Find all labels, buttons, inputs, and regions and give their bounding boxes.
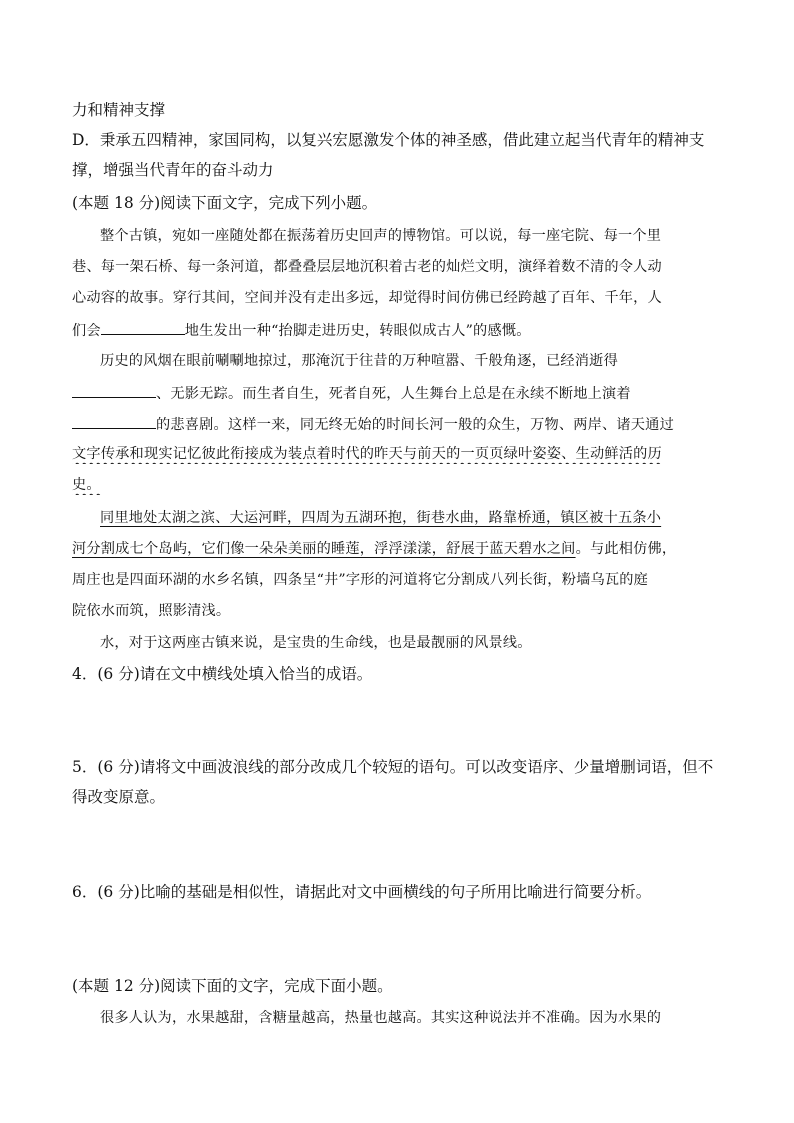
passage-next-line-1: 很多人认为，水果越甜，含糖量越高，热量也越高。其实这种说法并不准确。因为水果的 (100, 1010, 662, 1026)
passage-p1-line-4 (72, 319, 722, 341)
passage-text: 们会 (72, 323, 101, 339)
question-5-line-2: 得改变原意。 (72, 788, 166, 806)
answer-blank-2 (72, 382, 156, 398)
question-5-line-1: 5．(6 分)请将文中画波浪线的部分改成几个较短的语句。可以改变语序、少量增删词语，但不 (72, 758, 714, 776)
passage-text: 、无影无踪。而生者自生，死者自死，人生舞台上总是在永续不断地上演着 (156, 386, 631, 402)
question-6: 6．(6 分)比喻的基础是相似性，请据此对文中画横线的句子所用比喻进行简要分析。 (72, 883, 652, 901)
passage-p3-line-1 (100, 508, 722, 528)
passage-p3-line-2 (72, 539, 722, 559)
passage-p2-line-1: 历史的风烟在眼前唰唰地掠过，那淹沉于往昔的万种喧嚣、千般角逐，已经消逝得 (100, 353, 618, 369)
passage-p1-line-1: 整个古镇，宛如一座随处都在振荡着历史回声的博物馆。可以说，每一座宅院、每一个里 (100, 228, 662, 244)
straight-underlined-text: 河分割成七个岛屿，它们像一朵朵美丽的睡莲，浮浮漾漾，舒展于蓝天碧水之间 (72, 541, 576, 557)
wavy-underlined-text: 史。 (72, 477, 101, 493)
option-d-line-1: D．秉承五四精神，家国同构，以复兴宏愿激发个体的神圣感，借此建立起当代青年的精神支 (72, 131, 705, 149)
passage-p1-line-3: 心动容的故事。穿行其间，空间并没有走出多远，却觉得时间仿佛已经跨越了百年、千年，人 (72, 290, 662, 306)
passage-p3-line-3: 周庄也是四面环湖的水乡名镇，四条呈“井”字形的河道将它分割成八列长街，粉墙乌瓦的庭 (72, 572, 649, 588)
option-c-tail: 力和精神支撑 (72, 101, 166, 119)
passage-p2-line-5 (72, 475, 722, 495)
passage-text: 。与此相仿佛， (575, 541, 677, 557)
question-4: 4．(6 分)请在文中横线处填入恰当的成语。 (72, 665, 373, 683)
passage-p2-line-3 (72, 413, 722, 435)
straight-underlined-text: 同里地处太湖之滨、大运河畔，四周为五湖环抱，街巷水曲，路靠桥通，镇区被十五条小 (100, 510, 662, 526)
passage-p1-line-2: 巷、每一架石桥、每一条河道，都叠叠层层地沉积着古老的灿烂文明，演绎着数不清的令人动 (72, 259, 662, 275)
answer-blank-1 (101, 319, 185, 335)
answer-blank-3 (72, 413, 156, 429)
passage-p3-line-4: 院依水而筑，照影清浅。 (72, 603, 231, 619)
passage-text: 的悲喜剧。这样一来，同无终无始的时间长河一般的众生，万物、两岸、诸天通过 (156, 417, 674, 433)
passage-p2-line-2 (72, 382, 722, 404)
section-heading-18: (本题 18 分)阅读下面文字，完成下列小题。 (72, 194, 378, 212)
wavy-underlined-text: 文字传承和现实记忆彼此衔接成为装点着时代的昨天与前天的一页页绿叶姿姿、生动鲜活的历 (72, 446, 662, 462)
passage-p2-line-4 (72, 444, 722, 464)
passage-p4-line-1: 水，对于这两座古镇来说，是宝贵的生命线，也是最靓丽的风景线。 (100, 635, 532, 651)
option-d-line-2: 撑，增强当代青年的奋斗动力 (72, 161, 274, 179)
section-heading-12: (本题 12 分)阅读下面的文字，完成下面小题。 (72, 977, 393, 995)
passage-text: 地生发出一种“抬脚走进历史，转眼似成古人”的感慨。 (184, 323, 531, 339)
